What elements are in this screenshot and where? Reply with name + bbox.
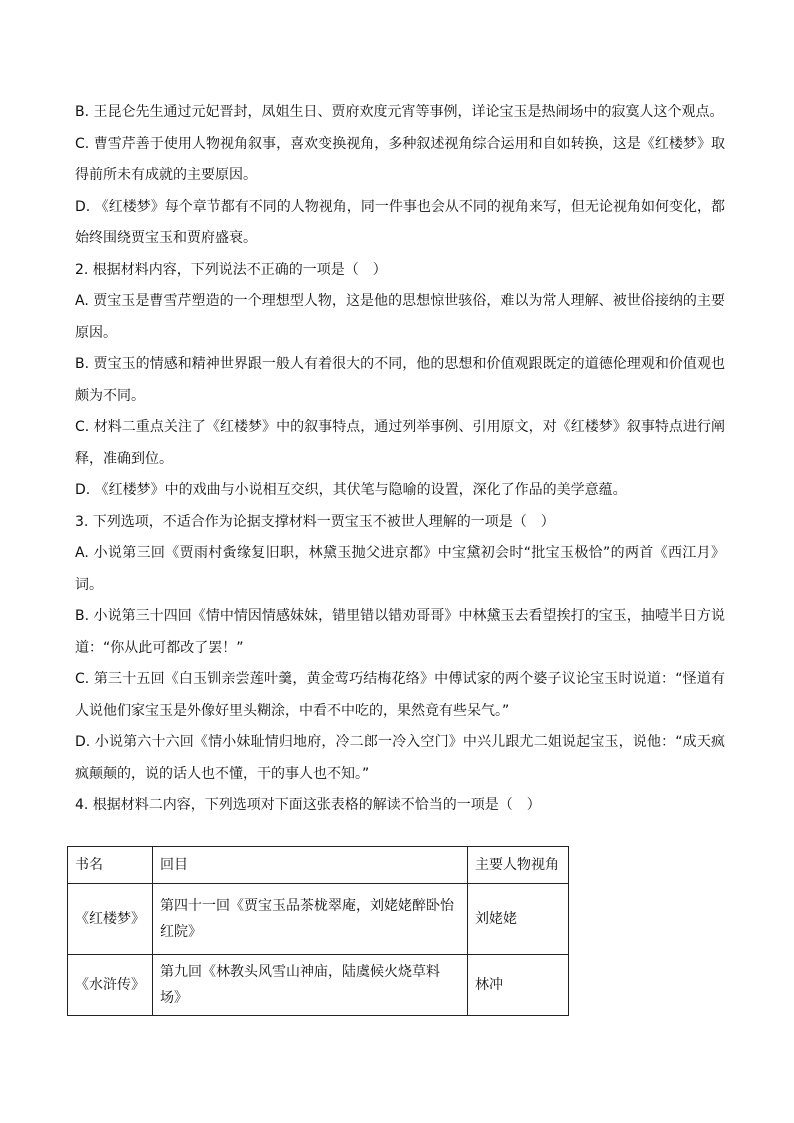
cell-chapter: 第九回《林教头风雪山神庙，陆虞候火烧草料场》 — [153, 955, 468, 1016]
table-row — [68, 884, 569, 955]
cell-book-title: 《红楼梦》 — [68, 884, 153, 955]
question-4-stem: 4. 根据材料二内容，下列选项对下面这张表格的解读不恰当的一项是（ ） — [75, 797, 541, 813]
cell-perspective: 刘姥姥 — [468, 884, 569, 955]
option-d-q3: D. 小说第六十六回《情小妹耻情归地府，冷二郎一冷入空门》中兴儿跟尤二姐说起宝玉，说他：“成天疯疯颠颠的，说的话人也不懂，干的事人也不知。” — [75, 734, 725, 782]
option-c-q3: C. 第三十五回《白玉钏亲尝莲叶羹，黄金莺巧结梅花络》中傅试家的两个婆子议论宝玉时说道：“怪道有人说他们家宝玉是外像好里头糊涂，中看不中吃的，果然竟有些呆气。” — [75, 671, 725, 719]
cell-perspective: 林冲 — [468, 955, 569, 1016]
option-a-q2: A. 贾宝玉是曹雪芹塑造的一个理想型人物，这是他的思想惊世骇俗，难以为常人理解、被世俗接纳的主要原因。 — [75, 293, 725, 341]
option-a-q3: A. 小说第三回《贾雨村夤缘复旧职，林黛玉抛父进京都》中宝黛初会时“批宝玉极恰”的两首《西江月》词。 — [75, 545, 725, 593]
table-header-row — [68, 847, 569, 884]
question-text-block — [75, 97, 725, 822]
option-b-q3: B. 小说第三十四回《情中情因情感妹妹，错里错以错劝哥哥》中林黛玉去看望挨打的宝玉，抽噎半日方说道：“你从此可都改了罢！” — [75, 608, 725, 656]
option-d-q1: D. 《红楼梦》每个章节都有不同的人物视角，同一件事也会从不同的视角来写，但无论视角如何变化，都始终围绕贾宝玉和贾府盛衰。 — [75, 198, 725, 246]
header-chapter: 回目 — [153, 847, 468, 884]
cell-chapter: 第四十一回《贾宝玉品茶栊翠庵，刘姥姥醉卧怡红院》 — [153, 884, 468, 955]
option-c-q1: C. 曹雪芹善于使用人物视角叙事，喜欢变换视角，多种叙述视角综合运用和自如转换，这是《红楼梦》取得前所未有成就的主要原因。 — [75, 135, 725, 183]
novel-perspective-table — [67, 846, 569, 1016]
option-b-q2: B. 贾宝玉的情感和精神世界跟一般人有着很大的不同，他的思想和价值观跟既定的道德伦理观和价值观也颇为不同。 — [75, 356, 725, 404]
table-row — [68, 955, 569, 1016]
header-perspective: 主要人物视角 — [468, 847, 569, 884]
question-3-stem: 3. 下列选项，不适合作为论据支撑材料一贾宝玉不被世人理解的一项是（ ） — [75, 513, 555, 530]
header-book-title: 书名 — [68, 847, 153, 884]
option-d-q2: D. 《红楼梦》中的戏曲与小说相互交织，其伏笔与隐喻的设置，深化了作品的美学意蕴。 — [75, 482, 627, 498]
question-2-stem: 2. 根据材料内容，下列说法不正确的一项是（ ） — [75, 261, 387, 278]
option-c-q2: C. 材料二重点关注了《红楼梦》中的叙事特点，通过列举事例、引用原文，对《红楼梦》叙事特点进行阐释，准确到位。 — [75, 419, 725, 467]
option-b-q1: B. 王昆仑先生通过元妃晋封，凤姐生日、贾府欢度元宵等事例，详论宝玉是热闹场中的寂寞人这个观点。 — [75, 104, 724, 120]
cell-book-title: 《水浒传》 — [68, 955, 153, 1016]
